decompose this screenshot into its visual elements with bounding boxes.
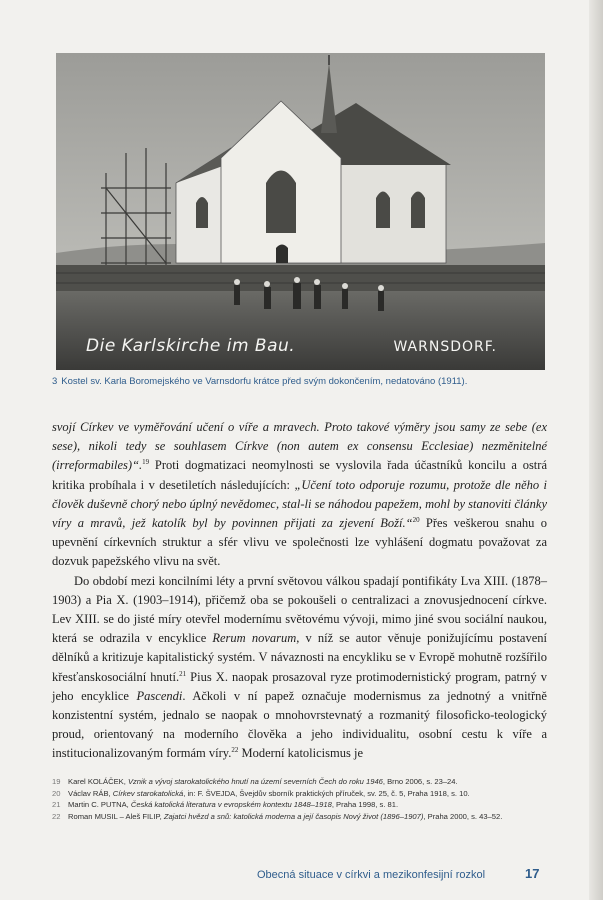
footnote-text bbox=[68, 811, 502, 823]
footnote-author: Václav RÁB, bbox=[68, 788, 113, 798]
paragraph-1 bbox=[52, 418, 547, 572]
footnote-text bbox=[68, 788, 470, 800]
footnote-title: Česká katolická literatura v evropském kontextu 1848–1918 bbox=[130, 800, 332, 809]
church-illustration bbox=[56, 53, 545, 370]
footnote-number: 21 bbox=[52, 800, 61, 809]
paragraph-2 bbox=[52, 572, 547, 764]
footnote-source: , Praha 1998, s. 81. bbox=[331, 800, 399, 809]
p1-part3: Přes veškerou snahu o upevnění církevních struktur a sfér vlivu ve společnosti lze vyhlášení dogmatu považovat za dozvuk papežského vlivu na svět. bbox=[52, 516, 547, 569]
p2-part5: Moderní katolicismus je bbox=[238, 746, 363, 761]
body-text bbox=[52, 418, 547, 764]
footnote bbox=[52, 811, 552, 823]
footnote-author: Martin C. PUTNA, bbox=[68, 800, 131, 809]
footnote-text bbox=[68, 776, 458, 788]
p2-part4: . Ačkoli v ní papež označuje modernismus za jednotný a vnitřně konzistentní systém, jednalo se naopak o mnohovrstevnatý a rozmanitý filosoficko-teologický proud, orientovaný na moderního člověka a jeho individualitu, osobní cestu k víře a institucionalizovaným formám víry. bbox=[52, 688, 547, 761]
footnote bbox=[52, 776, 552, 788]
footnote-text bbox=[68, 799, 398, 811]
footnote-title: Vznik a vývoj starokatolického hnutí na území severních Čech do roku 1946 bbox=[127, 777, 383, 786]
footnote bbox=[52, 799, 552, 811]
p1-part2: Proti dogmatizaci neomylnosti se vyslovila řada účastníků koncilu a ostrá kritika probíhala i v desetiletích následujících: bbox=[52, 458, 547, 492]
footnote-author: Karel KOLÁČEK, bbox=[68, 777, 128, 786]
footnote-source: , in: F. ŠVEJDA, Švejdův sborník praktických příruček, sv. 25, č. 5, Praha 1918, s. 10. bbox=[183, 788, 470, 798]
page-edge bbox=[589, 0, 603, 900]
footnote-source: , Brno 2006, s. 23–24. bbox=[382, 777, 458, 786]
footnote-ref-21: 21 bbox=[179, 669, 187, 678]
footnote-number: 20 bbox=[52, 788, 61, 798]
photo-caption-left: Die Karlskirche im Bau. bbox=[86, 336, 296, 356]
footnote-number: 19 bbox=[52, 777, 61, 786]
footnote-title: Církev starokatolická bbox=[112, 788, 184, 798]
page-number: 17 bbox=[525, 866, 540, 881]
footnotes bbox=[52, 776, 552, 822]
figure-caption bbox=[52, 376, 552, 387]
running-footer-title: Obecná situace v církvi a mezikonfesijní rozkol bbox=[257, 869, 486, 881]
footnote bbox=[52, 788, 552, 800]
footnote-ref-19: 19 bbox=[142, 458, 150, 467]
footnote-number: 22 bbox=[52, 811, 61, 821]
p2-italic-rerum: Rerum novarum bbox=[212, 631, 297, 646]
figure-caption-text: Kostel sv. Karla Boromejského ve Varnsdorfu krátce před svým dokončením, nedatováno (1911). bbox=[61, 376, 468, 387]
church-photo bbox=[56, 53, 545, 370]
p1-quote: „Učení toto odporuje rozumu, protože dle něho i člověk duševně chorý nebo úplný nevědomec, stal-li se náhodou papežem, mohl by stanoviti články víry a mravů, jež katolík byl by povinnen přijati za zjevení Boží.“ bbox=[52, 477, 548, 531]
p2-part2: , v níž se autor věnuje ponižujícímu postavení dělníků a kritizuje kapitalistický systém. V návaznosti na encykliku se v Evropě mohutně rozšířilo křesťanskosociální hnutí. bbox=[52, 631, 548, 684]
p2-part3: Pius X. naopak prosazoval ryze protimodernistický program, patrný v jeho encyklice bbox=[52, 669, 548, 703]
footnote-source: , Praha 2000, s. 43–52. bbox=[423, 811, 503, 821]
footnote-title: Zajatci hvězd a snů: katolická moderna a její časopis Nový život (1896–1907) bbox=[163, 811, 424, 821]
figure-number: 3 bbox=[52, 376, 58, 387]
footnote-ref-20: 20 bbox=[412, 515, 420, 524]
p1-part1: svojí Církev ve vyměřování učení o víře a mravech. Proto takové výměry jsou samy ze sebe (ex sese), nikoli tedy se souhlasem Církve (non autem ex consensu Ecclesiae) nezměnitelné (irreformabiles)“. bbox=[52, 420, 547, 473]
p2-italic-pascendi: Pascendi bbox=[136, 688, 183, 703]
footnote-ref-22: 22 bbox=[231, 746, 239, 755]
p2-part1: Do období mezi koncilními léty a první světovou válkou spadají pontifikáty Lva XIII. (1878–1903) a Pia X. (1903–1914), přičemž oba se pokoušeli o centralizaci a znovusjednocení církve. Lev XIII. se do jisté míry otevřel modernímu světovému vývoji, mimo jiné svou sociální naukou, která se odrazila v encyklice bbox=[52, 573, 547, 646]
footnote-author: Roman MUSIL – Aleš FILIP, bbox=[68, 811, 164, 821]
photo-caption-right: WARNSDORF. bbox=[393, 339, 497, 355]
